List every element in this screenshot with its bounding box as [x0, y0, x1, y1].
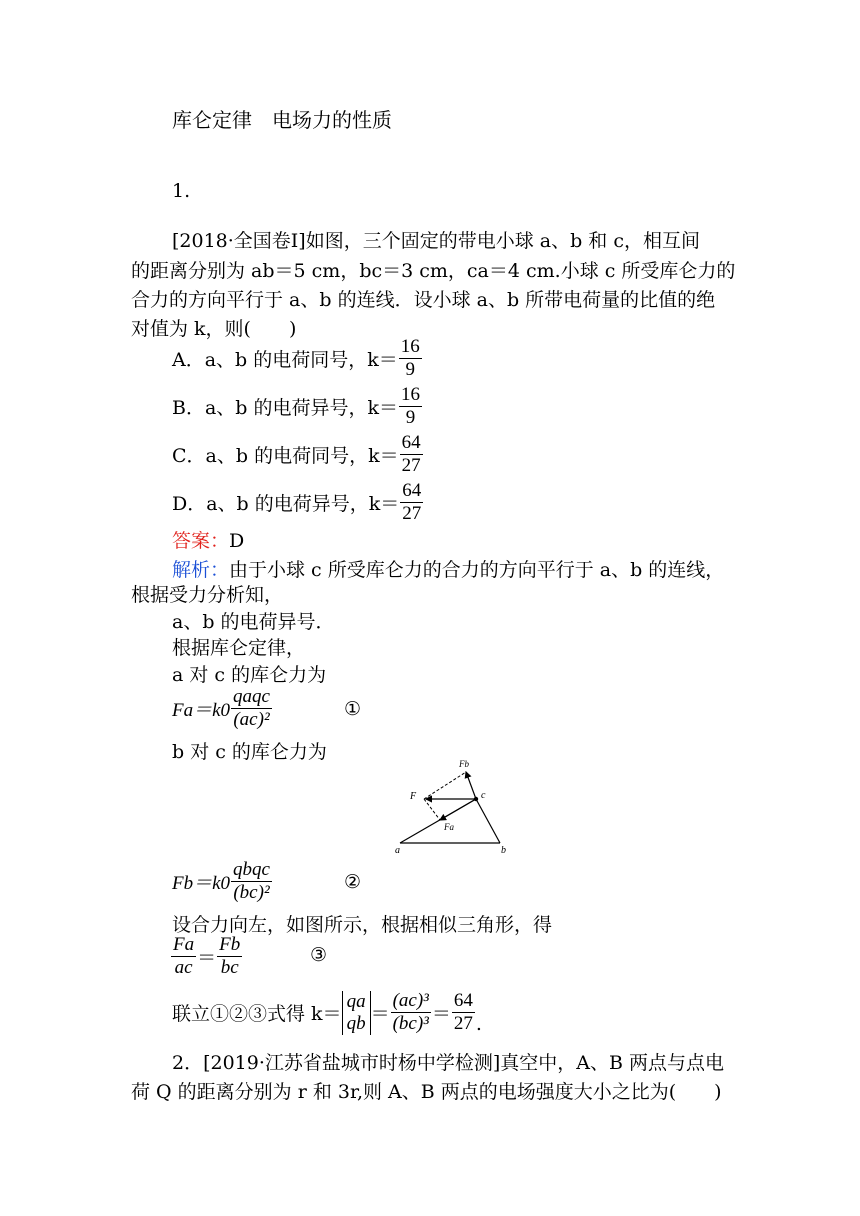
- option-a[interactable]: [172, 336, 423, 381]
- question-stem-line-3: 合力的方向平行于 a、b 的连线．设小球 a、b 所带电荷量的比值的绝: [131, 289, 716, 311]
- page-title: 库仑定律 电场力的性质: [172, 108, 392, 132]
- equation-1-denominator: (ac)²: [233, 709, 270, 730]
- option-d[interactable]: [172, 480, 424, 525]
- option-d-numerator: 64: [402, 480, 422, 501]
- equation-2: [172, 859, 273, 904]
- option-b-numerator: 16: [401, 384, 421, 405]
- answer-label: 答案：: [172, 530, 230, 552]
- label-a: a: [395, 845, 400, 856]
- equation-3-numerator-1: Fa: [173, 934, 195, 955]
- option-c-fraction: [400, 432, 423, 477]
- conclusion-fraction-3: [452, 990, 475, 1035]
- equation-1-mark: ①: [344, 698, 362, 720]
- conclusion-numerator-2: (ac)³: [392, 990, 429, 1011]
- dashed-f-fb: [424, 772, 466, 799]
- conclusion-denominator-2: (bc)³: [392, 1013, 429, 1034]
- option-c-numerator: 64: [401, 432, 421, 453]
- equation-3-equals: ＝: [197, 947, 217, 969]
- question-number: 1.: [172, 180, 191, 202]
- question-stem-line-2: 的距离分别为 ab＝5 cm，bc＝3 cm，ca＝4 cm.小球 c 所受库仑力的: [131, 260, 736, 282]
- option-c[interactable]: [172, 432, 424, 477]
- force-fa-arrow: [440, 799, 476, 820]
- conclusion-equals-2: ＝: [431, 1003, 451, 1025]
- conclusion-abs: [342, 991, 371, 1035]
- option-d-fraction: [400, 480, 423, 525]
- analysis-line-5: a 对 c 的库仑力为: [172, 664, 327, 686]
- option-a-denominator: 9: [405, 359, 416, 380]
- option-d-text: D．a、b 的电荷异号，k＝: [172, 493, 400, 515]
- conclusion: [172, 990, 482, 1035]
- equation-3-fraction-2: [217, 934, 242, 979]
- analysis-label: 解析：: [172, 559, 230, 581]
- force-diagram: [392, 756, 516, 856]
- conclusion-end: .: [475, 1013, 482, 1035]
- label-b: b: [501, 845, 506, 856]
- analysis-line-3: a、b 的电荷异号．: [172, 611, 335, 633]
- equation-3-fraction-1: [171, 934, 196, 979]
- option-d-denominator: 27: [402, 503, 422, 524]
- option-c-denominator: 27: [401, 455, 421, 476]
- conclusion-fraction-2: [391, 990, 431, 1035]
- label-fb: Fb: [459, 759, 469, 769]
- question-stem-line-1: [2018·全国卷Ⅰ]如图，三个固定的带电小球 a、b 和 c，相互间: [172, 230, 700, 252]
- analysis-line-2: 根据受力分析知，: [131, 584, 284, 606]
- option-b-denominator: 9: [405, 407, 416, 428]
- conclusion-prefix: 联立①②③式得 k＝: [172, 1003, 342, 1025]
- label-c: c: [481, 790, 486, 801]
- equation-2-denominator: (bc)²: [233, 882, 270, 903]
- answer: [172, 526, 244, 553]
- force-fb-arrow: [466, 772, 476, 799]
- equation-1: [172, 686, 273, 731]
- equation-2-numerator: qbqc: [233, 859, 270, 880]
- equation-1-fraction: [231, 686, 272, 731]
- option-b-fraction: [399, 384, 422, 429]
- dashed-f-fa: [424, 799, 440, 820]
- equation-1-numerator: qaqc: [233, 686, 270, 707]
- analysis-text-1: 由于小球 c 所受库仑力的合力的方向平行于 a、b 的连线，: [229, 559, 725, 581]
- answer-value: D: [229, 530, 245, 552]
- option-a-fraction: [399, 336, 422, 381]
- analysis-line-7: 设合力向左，如图所示，根据相似三角形，得: [172, 914, 553, 936]
- option-b[interactable]: [172, 384, 423, 429]
- label-fa: Fa: [444, 822, 454, 832]
- equation-1-lhs: Fa＝k0: [172, 700, 231, 721]
- analysis-line-1: [172, 555, 724, 582]
- question-stem-line-4: 对值为 k，则( ): [131, 318, 297, 340]
- option-c-text: C．a、b 的电荷同号，k＝: [172, 445, 399, 467]
- conclusion-abs-numerator: qa: [346, 990, 366, 1012]
- charge-c-dot: [474, 797, 478, 801]
- equation-2-fraction: [231, 859, 272, 904]
- option-b-text: B．a、b 的电荷异号，k＝: [172, 397, 399, 419]
- equation-2-lhs: Fb＝k0: [172, 873, 231, 894]
- equation-3-denominator-2: bc: [220, 957, 239, 978]
- equation-3-denominator-1: ac: [174, 957, 193, 978]
- question-2-line-1: 2．[2019·江苏省盐城市时杨中学检测]真空中，A、B 两点与点电: [172, 1052, 725, 1074]
- option-a-text: A．a、b 的电荷同号，k＝: [172, 349, 398, 371]
- conclusion-abs-denominator: qb: [346, 1012, 366, 1034]
- conclusion-denominator-3: 27: [453, 1013, 473, 1034]
- conclusion-equals-1: ＝: [370, 1003, 390, 1025]
- equation-3: [170, 934, 243, 979]
- conclusion-numerator-3: 64: [453, 990, 473, 1011]
- analysis-line-4: 根据库仑定律，: [172, 637, 306, 659]
- equation-3-mark: ③: [310, 944, 328, 966]
- equation-3-numerator-2: Fb: [219, 934, 241, 955]
- option-a-numerator: 16: [400, 336, 420, 357]
- label-f: F: [410, 791, 417, 802]
- question-2-line-2: 荷 Q 的距离分别为 r 和 3r,则 A、B 两点的电场强度大小之比为( ): [131, 1081, 722, 1103]
- side-bc: [476, 799, 500, 843]
- equation-2-mark: ②: [344, 871, 362, 893]
- analysis-line-6: b 对 c 的库仑力为: [172, 741, 327, 763]
